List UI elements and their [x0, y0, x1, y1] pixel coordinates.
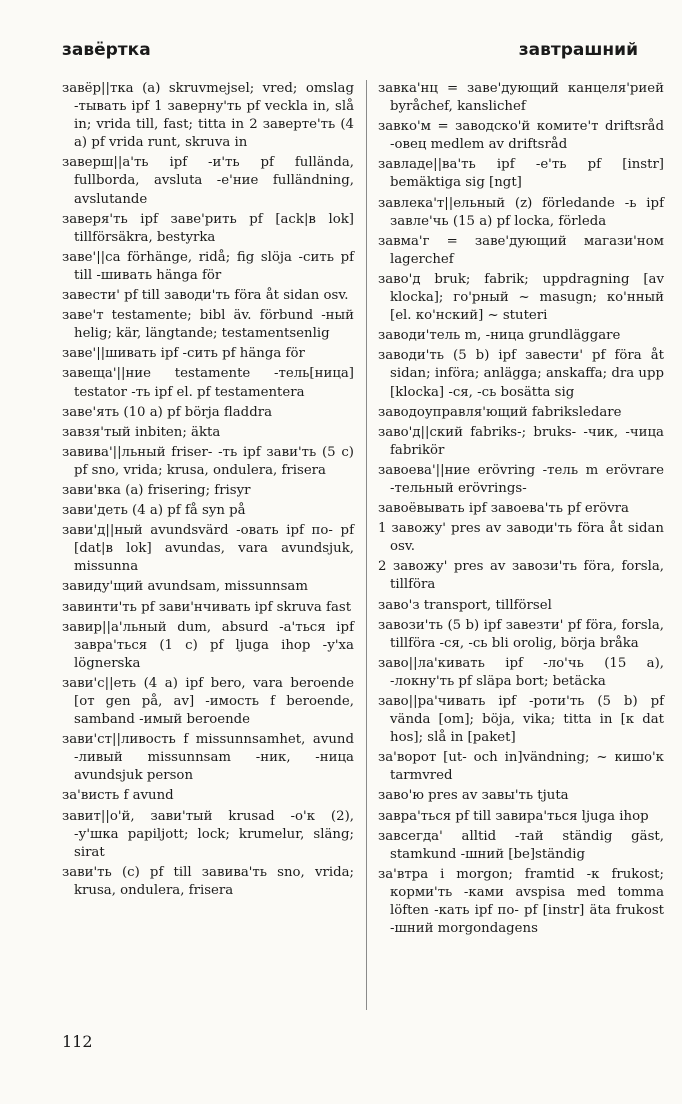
dictionary-entry: завра'ться pf till завира'ться ljuga ihop: [378, 808, 649, 824]
dictionary-entry: заво||ра'чивать ipf -роти'ть (5 b) pf vända [om]; böja, vika; titta in [к dat hos]; slå in [paket]: [378, 694, 664, 746]
dictionary-entry: за'ворот [ut- och in]vändning; ~ кишо'к tarmvred: [378, 750, 664, 784]
running-head: [62, 40, 638, 64]
header-first-word: завёртка: [62, 40, 151, 60]
dictionary-entry: зави'д||ный avundsvärd -овать ipf по- pf [dat|в lok] avundas, vara avundsjuk, missunna: [62, 523, 354, 575]
dictionary-entry: зави'вка (a) frisering; frisyr: [62, 482, 251, 498]
dictionary-entry: заверя'ть ipf заве'рить pf [ack|в lok] tillförsäkra, bestyrka: [62, 211, 354, 245]
dictionary-entry: завиду'щий avundsam, missunnsam: [62, 579, 308, 595]
dictionary-entry: завладе||ва'ть ipf -е'ть pf [instr] bemäktiga sig [ngt]: [378, 157, 664, 191]
dictionary-entry: заво'д||ский fabriks-; bruks- -чик, -чица fabrikör: [378, 424, 664, 458]
dictionary-entry: зави'ст||ливость f missunnsamhet, avund -ливый missunnsam -ник, -ница avundsjuk person: [62, 732, 354, 784]
dictionary-entry: завлека'т||ельный (z) förledande -ь ipf завле'чь (15 a) pf locka, förleda: [378, 195, 664, 229]
column-divider: [366, 80, 367, 1010]
dictionary-entry: за'втра i morgon; framtid -к frukost; корми'ть -ками avspisa med tomma löften -кать ipf по- pf [instr] äta frukost -шний morgondagens: [378, 866, 664, 937]
header-last-word: завтрашний: [518, 40, 638, 60]
dictionary-entry: завко'м = заводско'й комите'т driftsråd -овец medlem av driftsråd: [378, 119, 664, 153]
dictionary-entry: заво'ю pres av завы'ть tjuta: [378, 788, 569, 804]
dictionary-entry: за'висть f avund: [62, 788, 174, 804]
dictionary-entry: 1 завожу' pres av заводи'ть föra åt sidan osv.: [378, 521, 664, 555]
dictionary-entry: завинти'ть pf зави'нчивать ipf skruva fast: [62, 599, 352, 615]
dictionary-entry: заве'||са förhänge, ridå; fig slöja -сить pf till -шивать hänga för: [62, 249, 354, 283]
dictionary-entry: зави'ть (c) pf till завива'ть sno, vrida; krusa, ondulera, frisera: [62, 864, 354, 898]
dictionary-entry: заве'ять (10 a) pf börja fladdra: [62, 404, 272, 420]
dictionary-entry: заво||ла'кивать ipf -ло'чь (15 a), -локну'ть pf släpa bort; betäcka: [378, 655, 664, 689]
dictionary-entry: заверш||а'ть ipf -и'ть pf fullända, fullborda, avsluta -е'ние fulländning, avslutande: [62, 155, 354, 207]
left-column: [62, 80, 354, 902]
dictionary-entry: завива'||льный friser- -ть ipf зави'ть (5 c) pf sno, vrida; krusa, ondulera, frisera: [62, 444, 354, 478]
page-number: 112: [62, 1032, 93, 1051]
dictionary-entry: завка'нц = заве'дующий канцеля'рией byråchef, kanslichef: [378, 81, 664, 115]
dictionary-entry: заво'з transport, tillförsel: [378, 597, 552, 613]
dictionary-entry: заводоуправля'ющий fabriksledare: [378, 404, 622, 420]
dictionary-entry: завоёвывать ipf завоева'ть pf erövra: [378, 501, 629, 517]
dictionary-entry: заве'||шивать ipf -сить pf hänga för: [62, 346, 305, 362]
dictionary-entry: завеща'||ние testamente -тель[ница] testator -ть ipf el. pf testamentera: [62, 366, 354, 400]
dictionary-entry: зави'с||еть (4 a) ipf bero, vara beroende [от gen på, av] -имость f beroende, samband -имый beroende: [62, 675, 354, 728]
dictionary-entry: завёр||тка (a) skruvmejsel; vred; omslag -тывать ipf 1 заверну'ть pf veckla in, slå in; vrida till, fast; titta in 2 заверте'ть (4 a) pf vrida runt, skruva in: [62, 81, 354, 151]
dictionary-entry: зави'деть (4 a) pf få syn på: [62, 503, 246, 519]
dictionary-entry: заво'д bruk; fabrik; uppdragning [av klocka]; го'рный ~ masugn; ко'нный [el. ко'нский] ~ stuteri: [378, 271, 664, 324]
dictionary-entry: завози'ть (5 b) ipf завезти' pf föra, forsla, tillföra -ся, -сь bli orolig, börja bråka: [378, 617, 664, 651]
dictionary-entry: заве'т testamente; bibl äv. förbund -ный helig; kär, längtande; testamentsenlig: [62, 308, 354, 342]
dictionary-entry: завести' pf till заводи'ть föra åt sidan osv.: [62, 288, 349, 304]
dictionary-entry: завоева'||ние erövring -тель m erövrare -тельный erövrings-: [378, 462, 664, 496]
dictionary-entry: завсегда' alltid -тай ständig gäst, stamkund -шний [be]ständig: [378, 828, 664, 862]
dictionary-entry: заводи'ть (5 b) ipf завести' pf föra åt sidan; införa; anlägga; anskaffa; dra upp [klocka] -ся, -сь bosätta sig: [378, 348, 664, 400]
dictionary-entry: завит||о'й, зави'тый krusad -о'к (2), -у'шка papiljott; lock; krumelur, släng; sirat: [62, 808, 354, 860]
right-column: [378, 80, 664, 940]
dictionary-entry: заводи'тель m, -ница grundläggare: [378, 328, 621, 344]
dictionary-entry: завма'г = заве'дующий магази'ном lagerchef: [378, 233, 664, 267]
dictionary-entry: 2 завожу' pres av завози'ть föra, forsla, tillföra: [378, 559, 664, 593]
dictionary-entry: завзя'тый inbiten; äkta: [62, 424, 221, 440]
dictionary-entry: завир||а'льный dum, absurd -а'ться ipf завра'ться (1 c) pf ljuga ihop -у'ха lögnerska: [62, 619, 354, 671]
